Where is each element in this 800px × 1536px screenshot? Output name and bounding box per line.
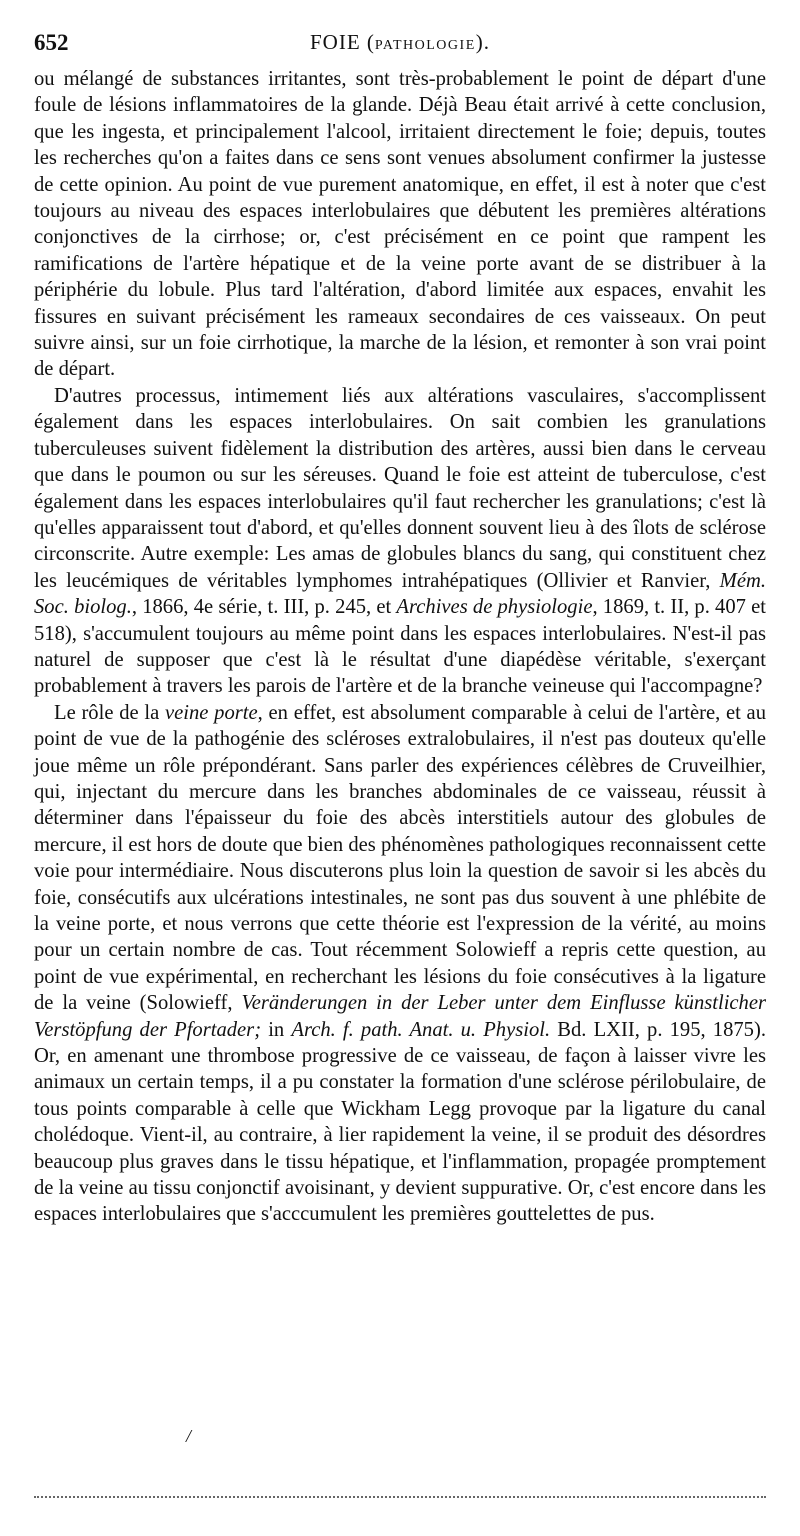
term-italic: veine porte [164,701,258,724]
text-segment: Le rôle de la [54,701,165,724]
running-header [34,30,766,62]
text-segment: in [261,1018,292,1041]
paragraph-2 [34,383,766,700]
footer-dotted-rule [34,1496,766,1498]
running-title-end: ). [475,30,490,54]
text-segment: D'autres processus, intimement liés aux altérations vasculaires, s'accomplissent également dans les espaces interlobulaires. On sait combien les granulations tuberculeuses suivent fidèlement la distribution des artères, aussi bien dans le cerveau que dans le poumon ou sur les séreuses. Quand le foie est atteint de tuberculose, c'est également dans les espaces interlobulaires qu'il faut rechercher les granulations; c'est là qu'elles apparaissent tout d'abord, et qu'elles donnent souvent lieu à des îlots de sclérose circonscrite. Autre exemple: Les amas de globules blancs du sang, qui constituent chez les leucémiques de véritables lymphomes intrahépatiques (Ollivier et Ranvier, [34,384,766,592]
running-title-main: FOIE ( [310,30,375,54]
body-text [34,66,766,1228]
running-title-subject: PATHOLOGIE [374,38,476,53]
citation-italic: Veränderungen in der Leber unter dem Einflusse künstlicher Verstöpfung der Pfortader; [34,992,767,1041]
citation-italic: Archives de physiologie [396,596,593,619]
text-segment: ou mélangé de substances irritantes, sont très-probablement le point de départ d'une foule de lésions inflammatoires de la glande. Déjà Beau était arrivé à cette conclusion, que les ingesta, et principalement l'alcool, irritaient directement le foie; depuis, toutes les recherches qu'on a faites dans ce sens sont venues absolument confirmer la justesse de cette opinion. Au point de vue purement anatomique, en effet, il est à noter que c'est toujours au niveau des espaces interlobulaires que débutent les premières altérations conjonctives de la cirrhose; or, c'est précisément en ce point que rampent les ramifications de l'artère hépatique et de la veine porte avant de se distribuer à la périphérie du lobule. Plus tard l'altération, d'abord limitée aux espaces, envahit les fissures en suivant précisément les rameaux secondaires de ces vaisseaux. On peut suivre ainsi, sur un foie cirrhotique, la marche de la lésion, et remonter à son vrai point de départ. [34,68,766,381]
paragraph-3 [34,700,766,1228]
text-segment: , 1869, t. II, p. 407 et 518), s'accumulent toujours au même point dans les espaces interlobulaires. N'est-il pas naturel de supposer que c'est là le résultat d'une diapédèse véritable, s'exerçant probablement à travers les parois de l'artère et de la branche veineuse qui l'accompagne? [34,596,767,698]
running-title [34,30,766,55]
text-segment: , en effet, est absolument comparable à celui de l'artère, et au point de vue de la pathogénie des scléroses extralobulaires, il n'est pas douteux qu'elle joue même un rôle prépondérant. Sans parler des expériences célèbres de Cruveilhier, qui, injectant du mercure dans les branches abdominales de ce vaisseau, réussit à déterminer dans l'épaisseur du foie des abcès interstitiels autour des globules de mercure, il est hors de doute que bien des phénomènes pathologiques reconnaissent cette voie pour intermédiaire. Nous discuterons plus loin la question de savoir si les abcès du foie, consécutifs aux ulcérations intestinales, ne sont pas dus souvent à une phlébite de la veine porte, et nous verrons que cette théorie est l'expression de la vérité, au moins pour un certain nombre de cas. Tout récemment Solowieff a repris cette question, au point de vue expérimental, en recherchant les lésions du foie consécutives à la ligature de la veine (Solowieff, [34,701,766,1015]
page-number: 652 [34,30,69,55]
paragraph-1 [34,66,766,383]
citation-italic: Mém. Soc. biolog. [34,569,766,619]
text-segment: Bd. LXII, p. 195, 1875). Or, en amenant une thrombose progressive de ce vaisseau, de façon à laisser vivre les animaux un certain temps, il a pu constater la formation d'une sclérose périlobulaire, de tous points comparable à celle que Wickham Legg provoque par la ligature du canal cholédoque. Vient-il, au contraire, à lier rapidement la veine, il se produit des désordres beaucoup plus graves dans le tissu hépatique, et l'inflammation, propagée promptement de la veine au tissu conjonctif avoisinant, y devient suppurative. Or, c'est encore dans les espaces interlobulaires que s'acccumulent les premières gouttelettes de pus. [34,1018,766,1226]
stray-ink-mark: / [186,1426,192,1446]
text-segment: , 1866, 4e série, t. III, p. 245, et [131,596,397,619]
citation-italic: Arch. f. path. Anat. u. Physiol. [291,1018,551,1041]
